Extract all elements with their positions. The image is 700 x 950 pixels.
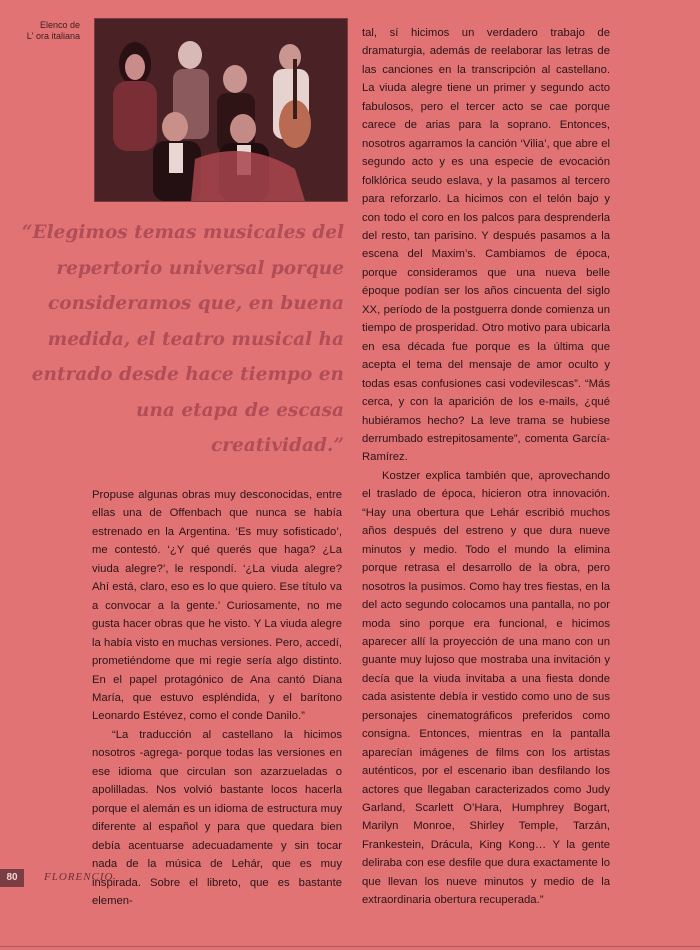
right-paragraph-2: Kostzer explica también que, aprovechando el traslado de época, hicieron otra innovación. “Hay una obertura que Lehár escribió muchos años después del estreno y que dura nueve minutos y medio. Todo el mundo la elimina porque retrasa el desarrollo de la obra, pero nosotros la pusimos. Como hay tres fiestas, en la del acto segundo colocamos una pantalla, no por moda sino porque era funcional, e hicimos aparecer allí la proyección de una mano con un guante muy lujoso que mostraba una invitación y decía que la viuda invitaba a una fiesta donde cada asistente debía ir vestido como uno de sus personajes cinematográficos preferidos como consigna. Entonces, mientras en la pantalla aparecían imágenes de films con los artistas auténticos, por el escenario iban desfilando los actores que llegaban caracterizados como Judy Garland, Scarlett O’Hara, Humphrey Bogart, Marilyn Monroe, Shirley Temple, Tarzán, Frankestein, Drácula, King Kong… Y la gente deliraba con ese desfile que dura exactamente lo que llevan los nueve minutos y medio de la extraordinaria obertura recuperada.” — [362, 469, 610, 907]
pull-quote: “Elegimos temas musicales del repertorio universal porque consideramos que, en buena medida, el teatro musical ha entrado desde hace tiempo en una etapa de escasa creatividad.” — [21, 222, 344, 456]
right-column — [362, 24, 610, 910]
right-paragraph-1: tal, sí hicimos un verdadero trabajo de dramaturgia, además de reelaborar las letras de las canciones en la transcripción al castellano. La viuda alegre tiene un primer y segundo acto fabulosos, pero el tercer acto se cae porque carece de arias para la soprano. Entonces, nosotros agarramos la canción ‘Vilia’, que abre el segundo acto y es una especie de evocación folklórica seudo eslava, y la pasamos al tercero para reforzarlo. La hicimos con el telón bajo y con todo el coro en los palcos para desprenderla del resto, tan parisino. Y después pasamos a la escena del Maxim’s. Cambiamos de época, porque consideramos que una nueva belle époque podían ser los años cincuenta del siglo XX, período de la postguerra donde comienza un tiempo de prosperidad. Otro motivo para ubicarla en esa década fue porque es la última que acepta el tema del mensaje de amor oculto y todas esas confusiones casi vodevilescas”. “Más cerca, y con la aparición de los e-mails, ¿qué hubiéramos hecho? La leve trama se hubiese derrumbado estrepitosamente”, comenta García-Ramírez. — [362, 27, 610, 464]
caption-line-1: Elenco de — [39, 20, 80, 30]
left-paragraph-1: Propuse algunas obras muy desconocidas, entre ellas una de Offenbach que nunca se había estrenado en la Argentina. ‘Es muy sofisticado’, me contestó. ‘¿Y qué querés que haga? ¿La viuda alegre?’, le respondí. ‘¿La viuda alegre? Ahí está, claro, eso es lo que quiero. Ese título va a convocar a la gente.’ Curiosamente, no me gusta hacer obras que he visto. Y La viuda alegre la había visto en muchas versiones. Pero, accedí, prometiéndome que mi regie sería algo distinto. En el papel protagónico de Ana cantó Diana María, que estuvo espléndida, y el barítono Leonardo Estévez, como el conde Danilo.” — [92, 489, 342, 723]
left-column — [92, 486, 342, 910]
page-number: 80 — [0, 869, 24, 887]
bottom-rule — [0, 946, 700, 947]
left-paragraph-2: “La traducción al castellano la hicimos nosotros -agrega- porque todas las versiones en ese idioma que circulan son azarzueladas o apolilladas. Nos volvió bastante locos hacerla porque el alemán es un idioma de estructura muy diferente al español y para que quedara bien debía acentuarse adecuadamente y sin tocar nada de la música de Lehár, que es muy inspirada. Sobre el libreto, que es bastante elemen- — [92, 728, 342, 907]
cast-photo — [94, 18, 348, 202]
caption-line-2: L' ora italiana — [26, 31, 80, 41]
photo-caption — [10, 20, 80, 42]
magazine-brand: FLORENCIO — [44, 871, 114, 883]
cast-photo-illustration — [95, 19, 347, 201]
